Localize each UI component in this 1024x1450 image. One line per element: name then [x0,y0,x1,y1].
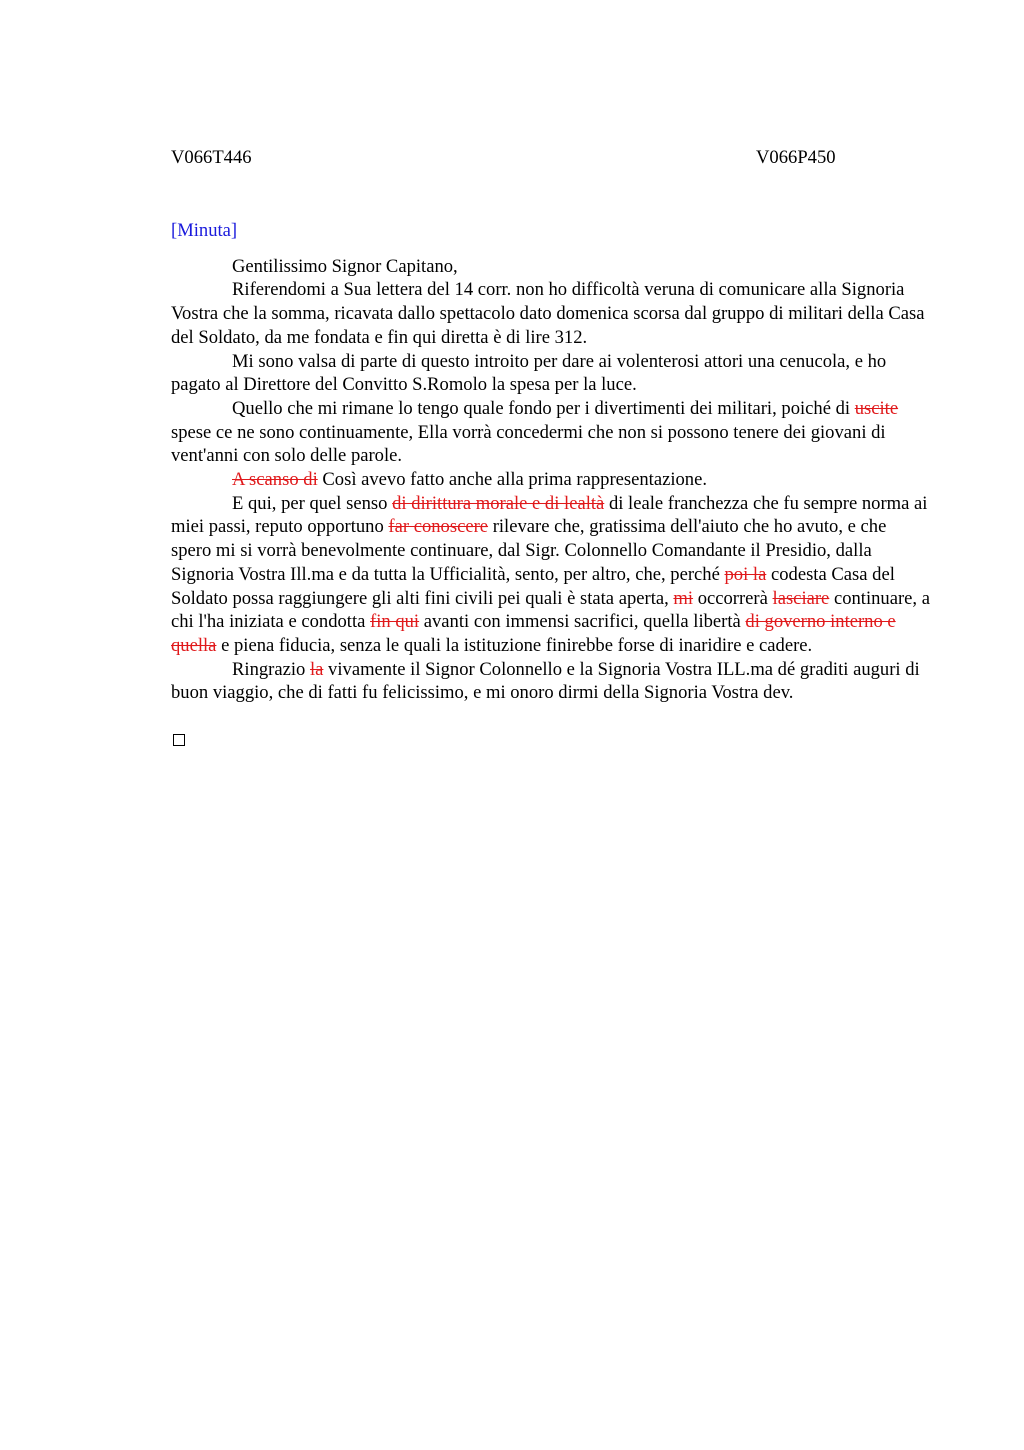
document-header [171,146,931,170]
deleted-text: uscite [854,397,899,419]
text-span: spese ce ne sono continuamente, Ella vorrà concedermi che non si possono tenere dei giovani di vent'anni con solo delle parole. [171,421,886,467]
letter-paragraph-2: Mi sono valsa di parte di questo introito per dare ai volenterosi attori una cenucola, e ho pagato al Direttore del Convitto S.Romolo la spesa per la luce. [171,350,887,396]
text-span: occorrerà [693,587,773,609]
letter-paragraph-1: Riferendomi a Sua lettera del 14 corr. non ho difficoltà veruna di comunicare alla Signoria Vostra che la somma, ricavata dallo spettacolo dato domenica scorsa dal gruppo di militari della Casa del Soldato, da me fondata e fin qui diretta è di lire 312. [171,279,925,348]
text-span: Ringrazio [232,658,310,680]
deleted-text: di dirittura morale e di lealtà [392,492,605,514]
minuta-label: [Minuta] [171,220,238,241]
letter-paragraph-6 [171,658,931,705]
text-span: E qui, per quel senso [232,492,393,514]
letter-paragraph-5 [171,492,931,658]
text-span: avanti con immensi sacrifici, quella libertà [419,611,746,633]
deleted-text: poi la [724,563,767,585]
letter-body [171,255,931,705]
deleted-text: lasciare [772,587,830,609]
document-code-right: V066P450 [756,147,836,168]
text-span: Così avevo fatto anche alla prima rappresentazione. [317,469,708,491]
deleted-text: mi [673,587,694,609]
letter-paragraph-4 [171,468,931,492]
text-span: codesta Casa del Soldato possa raggiungere gli alti fini civili pei quali è stata aperta, [171,563,895,609]
deleted-text: la [309,658,324,680]
text-span: rilevare che, gratissima dell'aiuto che ho avuto, e che spero mi si vorrà benevolmente continuare, dal Sigr. Colonnello Comandante il Presidio, dalla Signoria Vostra Ill.ma e da tutta la Ufficialità, sento, per altro, che, perché [171,516,887,585]
text-span: e piena fiducia, senza le quali la istituzione finirebbe forse di inaridire e cadere. [216,634,813,656]
end-marker-box-icon [173,734,185,746]
letter-salutation: Gentilissimo Signor Capitano, [232,255,458,277]
deleted-text: A scanso di [232,469,318,491]
text-span: vivamente il Signor Colonnello e la Signoria Vostra ILL.ma dé graditi auguri di buon viaggio, che di fatti fu felicissimo, e mi onoro dirmi della Signoria Vostra dev. [171,658,920,704]
deleted-text: di governo interno e quella [171,611,896,656]
deleted-text: far conoscere [388,516,489,538]
letter-paragraph-3 [171,397,931,468]
document-code-left: V066T446 [171,147,252,168]
text-span: continuare, a chi l'ha iniziata e condotta [171,587,930,633]
text-span: Quello che mi rimane lo tengo quale fondo per i divertimenti dei militari, poiché di [232,397,855,419]
document-page [171,146,931,753]
text-span: di leale franchezza che fu sempre norma ai miei passi, reputo opportuno [171,492,928,538]
deleted-text: fin qui [370,611,420,633]
